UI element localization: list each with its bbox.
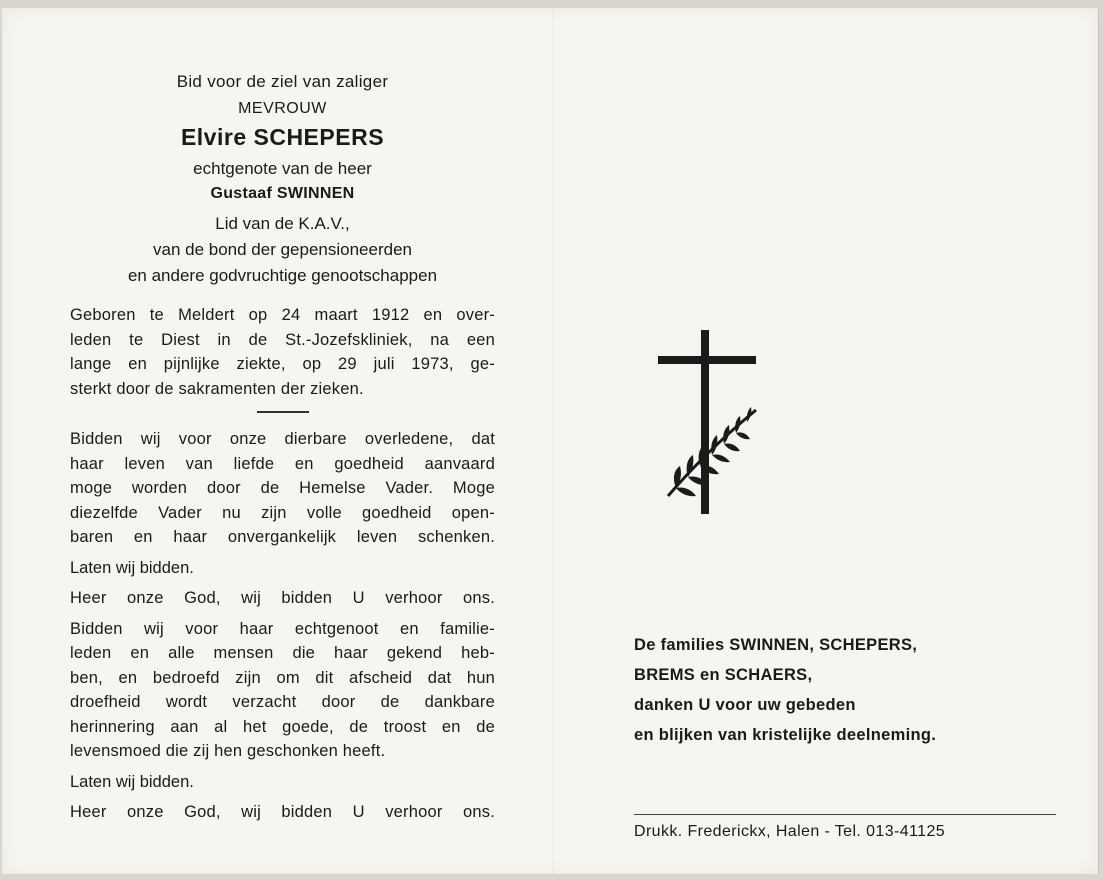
paragraph-line: moge worden door de Hemelse Vader. Moge xyxy=(70,479,495,497)
printer-credit: Drukk. Frederickx, Halen - Tel. 013-41125 xyxy=(634,823,946,840)
paragraph-line: leden en alle mensen die haar gekend heb- xyxy=(70,644,495,662)
thanks-block xyxy=(634,630,1054,750)
left-panel xyxy=(70,68,495,825)
thanks-line: danken U voor uw gebeden xyxy=(634,696,856,714)
paragraph-line: Heer onze God, wij bidden U verhoor ons. xyxy=(70,589,495,607)
paragraph-line: haar leven van liefde en goedheid aanvaard xyxy=(70,454,495,473)
separator-rule xyxy=(257,411,309,413)
header-prayer: Bid voor de ziel van zaliger xyxy=(176,72,389,91)
heer-onze-god-1 xyxy=(70,586,495,611)
paragraph-line: leden te Diest in de St.-Jozefskliniek, na een xyxy=(70,330,495,349)
paragraph-line: baren en haar onvergankelijk leven schenken. xyxy=(70,528,495,546)
cross-with-palm-branch-icon xyxy=(652,328,762,518)
membership-line: van de bond der gepensioneerden xyxy=(153,240,412,259)
spouse-intro: echtgenote van de heer xyxy=(193,159,372,178)
thanks-line: en blijken van kristelijke deelneming. xyxy=(634,726,937,744)
membership-block xyxy=(70,211,495,289)
paragraph-line: diezelfde Vader nu zijn volle goedheid open- xyxy=(70,503,495,522)
heer-onze-god-2 xyxy=(70,800,495,825)
laten-wij-bidden-2: Laten wij bidden. xyxy=(70,772,194,791)
membership-line: Lid van de K.A.V., xyxy=(215,214,350,233)
membership-line: en andere godvruchtige genootschappen xyxy=(127,266,438,285)
paragraph-line: levensmoed die zij hen geschonken heeft. xyxy=(70,742,386,760)
title-mevrouw: MEVROUW xyxy=(238,100,327,117)
paragraph-line: herinnering aan al het goede, de troost en de xyxy=(70,717,495,736)
deceased-name: Elvire SCHEPERS xyxy=(180,124,385,150)
prayer-paragraph-2 xyxy=(70,617,495,764)
prayer-paragraph-1 xyxy=(70,427,495,550)
paragraph-line: Bidden wij voor haar echtgenoot en familie- xyxy=(70,619,495,638)
paragraph-line: Bidden wij voor onze dierbare overledene, dat xyxy=(70,430,495,448)
paragraph-line: sterkt door de sakramenten der zieken. xyxy=(70,379,364,398)
paragraph-line: droefheid wordt verzacht door de dankbare xyxy=(70,693,495,711)
paragraph-line: Heer onze God, wij bidden U verhoor ons. xyxy=(70,803,495,821)
card-fold xyxy=(552,8,554,874)
memorial-card xyxy=(2,8,1099,874)
paragraph-line: ben, en bedroefd zijn om dit afscheid dat hun xyxy=(70,668,495,687)
birth-death-paragraph xyxy=(70,303,495,401)
spouse-name: Gustaaf SWINNEN xyxy=(210,185,355,202)
printer-rule xyxy=(634,814,1056,815)
laten-wij-bidden-1: Laten wij bidden. xyxy=(70,558,194,577)
thanks-line: De families SWINNEN, SCHEPERS, xyxy=(634,636,918,654)
paragraph-line: Geboren te Meldert op 24 maart 1912 en over- xyxy=(70,306,495,324)
thanks-line: BREMS en SCHAERS, xyxy=(634,666,813,684)
paragraph-line: lange en pijnlijke ziekte, op 29 juli 1973, ge- xyxy=(70,355,495,373)
